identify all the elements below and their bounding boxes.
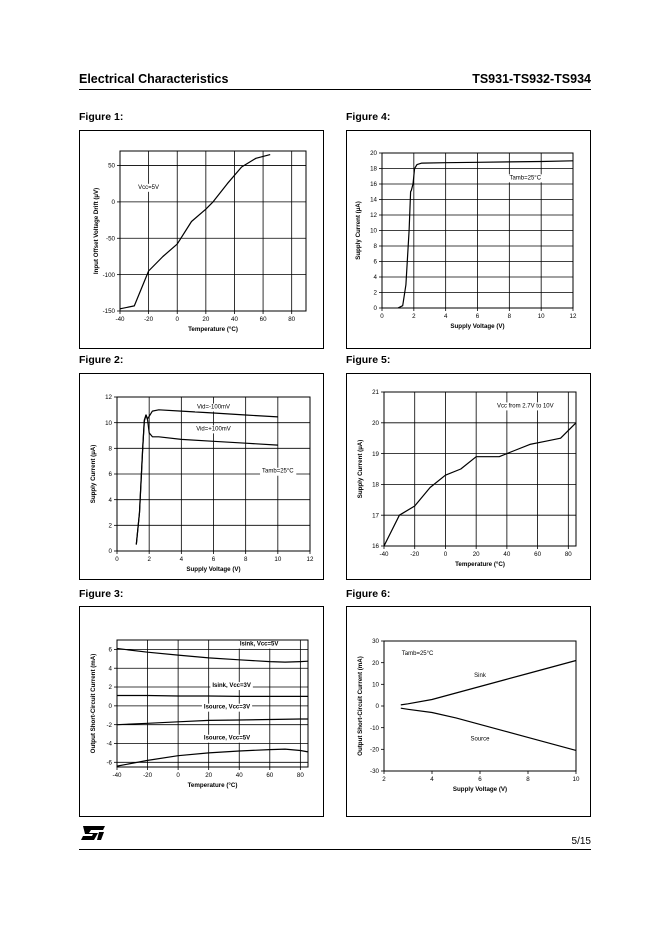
y-tick-label: 17	[372, 512, 379, 520]
header-title: Electrical Characteristics	[79, 72, 229, 86]
x-tick-label: 20	[472, 551, 480, 558]
y-tick-label: 0	[108, 548, 112, 556]
x-tick-label: -40	[115, 316, 125, 323]
y-tick-label: 12	[105, 394, 112, 402]
y-axis-label: Supply Current (µA)	[355, 201, 362, 260]
x-tick-label: 60	[534, 551, 542, 558]
annotation-label: Vcc from 2.7V to 10V	[496, 403, 554, 410]
x-tick-label: 40	[503, 551, 511, 558]
plot-frame	[384, 392, 576, 546]
y-tick-label: -150	[102, 308, 115, 316]
figure-1-title: Figure 1:	[79, 111, 124, 123]
series-line-1	[401, 708, 576, 750]
x-tick-label: 10	[274, 556, 282, 563]
x-tick-label: 0	[175, 316, 179, 323]
x-tick-label: 2	[147, 556, 151, 563]
x-tick-label: 0	[115, 556, 119, 563]
y-tick-label: 0	[375, 703, 379, 711]
x-tick-label: 6	[211, 556, 216, 563]
plot-frame	[120, 151, 306, 311]
st-logo-icon	[79, 824, 107, 842]
y-tick-label: 2	[108, 522, 112, 530]
annotation-label: Tamb=25°C	[401, 651, 434, 658]
figure-2-panel	[79, 373, 324, 580]
x-tick-label: 80	[296, 772, 304, 779]
x-axis-label: Supply Voltage (V)	[186, 566, 241, 573]
y-tick-label: 6	[108, 471, 112, 479]
plot-frame	[384, 641, 576, 771]
x-tick-label: 10	[537, 313, 545, 320]
y-tick-label: 0	[373, 305, 377, 313]
y-tick-label: 6	[108, 646, 112, 654]
y-tick-label: -6	[106, 759, 112, 767]
y-axis-label: Output Short-Circuit Current (mA)	[357, 656, 364, 756]
x-tick-label: 40	[235, 772, 243, 779]
y-tick-label: 4	[373, 274, 377, 282]
figure-3-panel	[79, 606, 324, 817]
y-tick-label: 21	[372, 389, 379, 397]
annotation-label: Tamb=25°C	[262, 468, 294, 475]
x-tick-label: 80	[288, 316, 296, 323]
figure-2-chart	[80, 374, 323, 579]
series-label: Isource, Vcc=5V	[203, 735, 251, 742]
x-tick-label: 0	[176, 772, 180, 779]
x-tick-label: 12	[306, 556, 314, 563]
y-tick-label: 14	[370, 196, 377, 204]
y-tick-label: 2	[108, 684, 112, 692]
x-tick-label: 0	[443, 551, 448, 558]
figure-5-title: Figure 5:	[346, 354, 391, 366]
series-line-0	[398, 161, 573, 308]
y-tick-label: -2	[106, 721, 112, 729]
y-tick-label: 30	[372, 638, 379, 646]
x-tick-label: 10	[572, 776, 580, 783]
y-tick-label: -10	[370, 724, 379, 732]
y-tick-label: 20	[372, 420, 379, 427]
page-number: 5/15	[571, 836, 591, 847]
header-part-numbers: TS931-TS932-TS934	[472, 72, 591, 86]
annotation-label: Sink	[474, 672, 486, 679]
y-tick-label: -20	[370, 746, 379, 754]
figure-6-title: Figure 6:	[346, 588, 391, 600]
x-axis-label: Temperature (°C)	[455, 561, 505, 568]
series-line-2	[117, 719, 308, 725]
figure-3-title: Figure 3:	[79, 588, 124, 600]
y-tick-label: -30	[370, 768, 379, 776]
series-label: Isource, Vcc=3V	[203, 704, 251, 711]
figure-4-chart	[347, 131, 590, 348]
series-label: Isink, Vcc=5V	[239, 641, 279, 648]
annotation-label: Vcc=5V	[138, 184, 160, 191]
x-tick-label: -20	[143, 772, 153, 779]
y-tick-label: 8	[373, 243, 377, 251]
x-axis-label: Temperature (°C)	[188, 326, 238, 333]
y-tick-label: 18	[372, 481, 379, 489]
figure-4-panel	[346, 130, 591, 349]
x-tick-label: 8	[526, 776, 530, 783]
y-tick-label: 10	[370, 227, 377, 235]
series-line-1	[117, 696, 308, 697]
y-tick-label: 8	[108, 445, 112, 453]
plot-frame	[117, 640, 308, 767]
x-tick-label: -20	[410, 551, 420, 558]
x-tick-label: 20	[202, 316, 210, 323]
y-tick-label: 16	[372, 543, 379, 551]
figure-5-chart	[347, 374, 590, 579]
y-tick-label: -4	[106, 740, 112, 748]
x-tick-label: 4	[179, 556, 184, 563]
x-tick-label: 12	[569, 313, 577, 320]
series-line-3	[117, 749, 308, 766]
y-tick-label: 18	[370, 165, 377, 173]
series-line-0	[117, 649, 308, 663]
y-tick-label: 19	[372, 450, 379, 458]
figure-3-chart	[80, 607, 323, 816]
x-tick-label: 8	[243, 556, 248, 563]
x-tick-label: -40	[112, 772, 122, 779]
x-tick-label: 2	[382, 776, 386, 783]
x-tick-label: 60	[259, 316, 267, 323]
x-tick-label: 6	[475, 313, 480, 320]
series-line-0	[401, 661, 576, 705]
y-tick-label: 50	[108, 162, 115, 170]
y-axis-label: Supply Current (µA)	[90, 444, 97, 504]
x-tick-label: 4	[443, 313, 448, 320]
y-axis-label: Input Offset Voltage Drift (µV)	[93, 187, 100, 275]
series-label: Isink, Vcc=3V	[212, 683, 251, 690]
x-tick-label: 0	[380, 313, 384, 320]
y-tick-label: 0	[111, 199, 115, 207]
y-tick-label: 20	[372, 659, 379, 667]
y-axis-label: Supply Current (µA)	[357, 439, 364, 499]
x-tick-label: 2	[412, 313, 416, 320]
y-tick-label: 2	[373, 289, 377, 297]
x-axis-label: Supply Voltage (V)	[452, 786, 508, 793]
x-tick-label: 60	[266, 772, 274, 779]
header-rule	[79, 89, 591, 90]
y-tick-label: 0	[108, 703, 112, 711]
x-axis-label: Temperature (°C)	[187, 782, 238, 789]
footer-rule	[79, 849, 591, 850]
x-tick-label: 80	[564, 551, 572, 558]
x-axis-label: Supply Voltage (V)	[450, 323, 505, 330]
y-tick-label: 20	[370, 150, 377, 158]
annotation-label: Tamb=25°C	[509, 175, 542, 182]
series-line-0	[120, 155, 270, 309]
x-tick-label: 6	[478, 776, 482, 783]
x-tick-label: 8	[507, 313, 512, 320]
figure-1-panel	[79, 130, 324, 349]
y-tick-label: 4	[108, 665, 112, 673]
y-tick-label: 6	[373, 258, 377, 266]
y-tick-label: -100	[102, 271, 115, 279]
figure-5-panel	[346, 373, 591, 580]
y-tick-label: 10	[105, 419, 112, 427]
x-tick-label: -40	[379, 551, 389, 558]
figure-6-chart	[347, 607, 590, 816]
y-tick-label: 16	[370, 181, 377, 189]
x-tick-label: 20	[205, 772, 213, 779]
annotation-label: Vid=+100mV	[196, 426, 231, 433]
figure-2-title: Figure 2:	[79, 354, 124, 366]
y-tick-label: 10	[372, 681, 379, 689]
y-axis-label: Output Short-Circuit Current (mA)	[90, 653, 97, 754]
y-tick-label: 4	[108, 496, 112, 504]
figure-6-panel	[346, 606, 591, 817]
annotation-label: Source	[470, 736, 490, 743]
figure-1-chart	[80, 131, 323, 348]
x-tick-label: -20	[144, 316, 154, 323]
x-tick-label: 40	[231, 316, 238, 323]
annotation-label: Vid=-100mV	[196, 404, 231, 411]
y-tick-label: -50	[106, 235, 115, 243]
figure-4-title: Figure 4:	[346, 111, 391, 123]
x-tick-label: 4	[430, 776, 434, 783]
y-tick-label: 12	[370, 212, 377, 220]
